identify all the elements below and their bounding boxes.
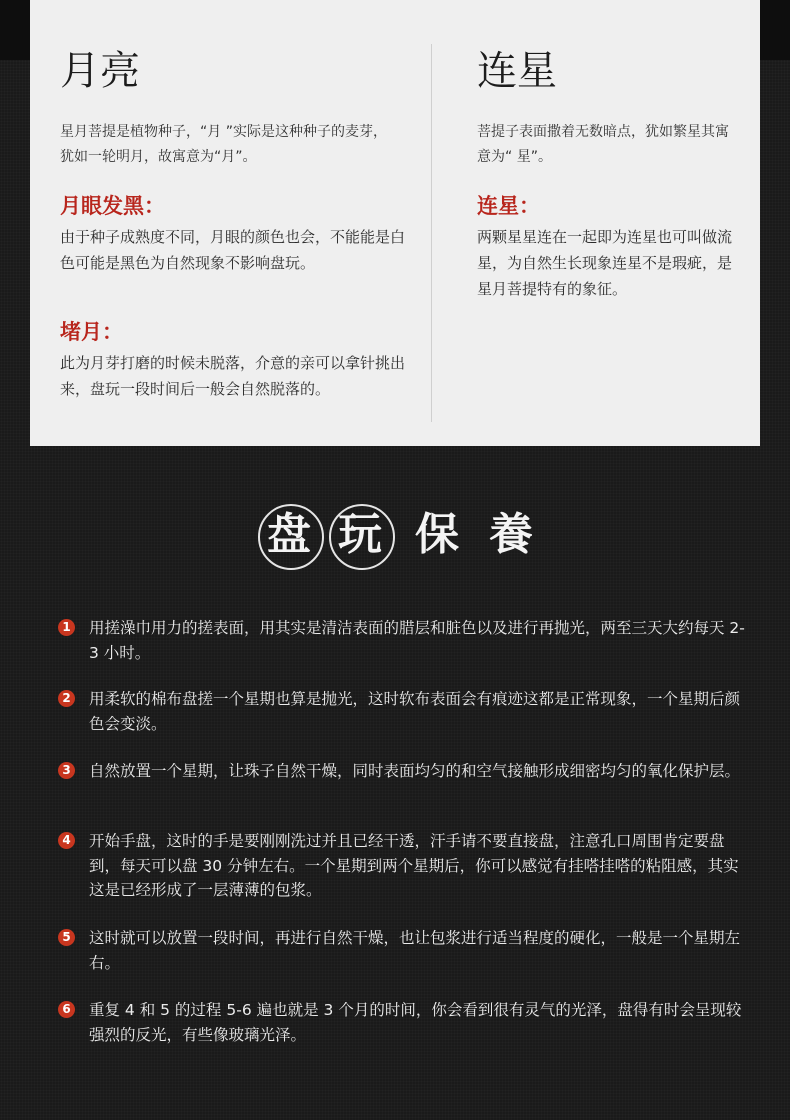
heading-char: 盘 — [267, 509, 311, 560]
column-divider — [431, 44, 432, 422]
step-text: 用柔软的棉布盘搓一个星期也算是抛光，这时软布表面会有痕迹这都是正常现象，一个星期后颜色会变淡。 — [89, 690, 741, 733]
heading-char: 養 — [489, 509, 533, 560]
step-number-badge: 1 — [58, 619, 75, 636]
step-text: 自然放置一个星期，让珠子自然干燥，同时表面均匀的和空气接触形成细密均匀的氧化保护层。 — [89, 762, 741, 780]
care-heading — [256, 500, 546, 572]
moon-description: 星月菩提是植物种子，“月 ”实际是这种种子的麦芽，犹如一轮明月，故寓意为“月”。 — [60, 124, 387, 165]
step-text: 用搓澡巾用力的搓表面，用其实是清洁表面的腊层和脏色以及进行再抛光，两至三天大约每天 2-3 小时。 — [89, 619, 745, 662]
heading-char: 玩 — [338, 509, 382, 560]
step-number-badge: 3 — [58, 762, 75, 779]
step-number-badge: 6 — [58, 1001, 75, 1018]
blocked-moon-text: 此为月芽打磨的时候未脱落，介意的亲可以拿针挑出来，盘玩一段时间后一般会自然脱落的。 — [60, 354, 406, 398]
step-text: 开始手盘，这时的手是要刚刚洗过并且已经干透，汗手请不要直接盘，注意孔口周围肯定要盘到，每天可以盘 30 分钟左右。一个星期到两个星期后，你可以感觉有挂嗒挂嗒的粘阻感，其实这是已经形成了一层薄薄的包浆。 — [89, 832, 739, 899]
connected-star-text: 两颗星星连在一起即为连星也可叫做流星，为自然生长现象连星不是瑕疵，是星月菩提特有的象征。 — [477, 228, 733, 298]
moon-eye-dark-text: 由于种子成熟度不同，月眼的颜色也会，不能能是白色可能是黑色为自然现象不影响盘玩。 — [60, 228, 406, 272]
star-title: 连星 — [477, 48, 557, 94]
connected-star-title: 连星： — [477, 194, 540, 218]
moon-eye-dark-title: 月眼发黑： — [60, 194, 165, 218]
step-text: 这时就可以放置一段时间，再进行自然干燥，也让包浆进行适当程度的硬化，一般是一个星期左右。 — [89, 929, 741, 972]
heading-char: 保 — [415, 509, 459, 560]
star-description: 菩提子表面撒着无数暗点，犹如繁星其寓意为“ 星”。 — [477, 124, 729, 165]
blocked-moon-title: 堵月： — [60, 320, 123, 344]
step-text: 重复 4 和 5 的过程 5-6 遍也就是 3 个月的时间，你会看到很有灵气的光泽，盘得有时会呈现较强烈的反光，有些像玻璃光泽。 — [89, 1001, 742, 1044]
step-number-badge: 4 — [58, 832, 75, 849]
step-number-badge: 5 — [58, 929, 75, 946]
info-card — [30, 0, 760, 446]
step-number-badge: 2 — [58, 690, 75, 707]
moon-title: 月亮 — [60, 48, 140, 94]
